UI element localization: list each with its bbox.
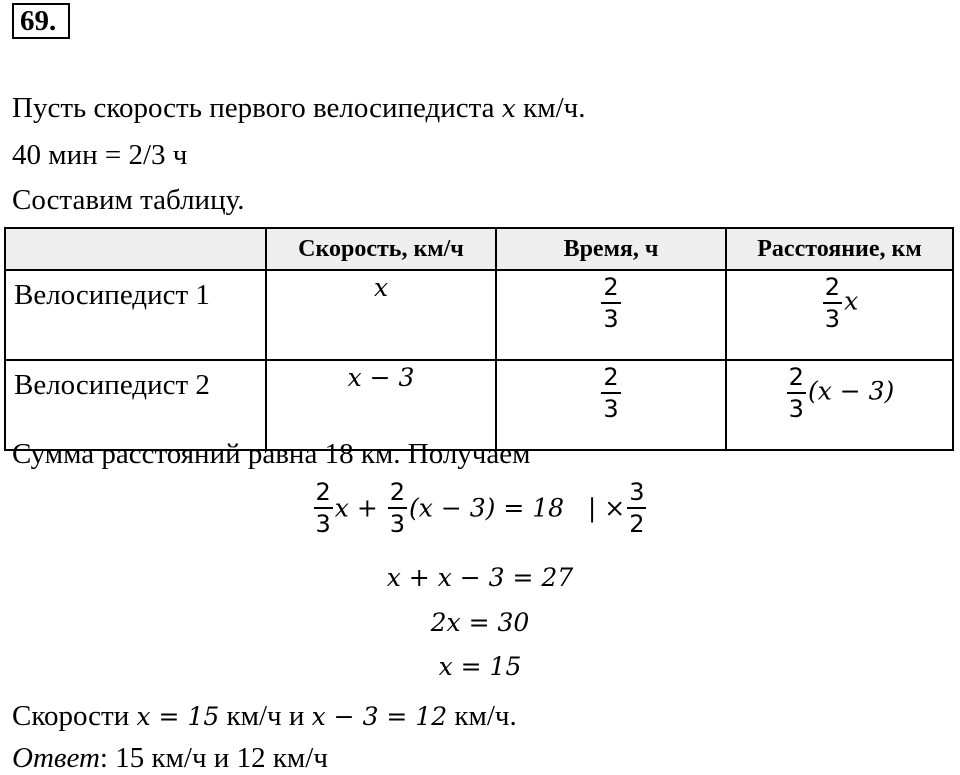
distance-numerator: 2 [787,365,806,394]
eq1-fraction-3-den: 2 [629,510,645,538]
distance-fraction [823,275,842,331]
time-numerator: 2 [601,275,620,304]
eq1-fraction-2-num: 2 [388,480,407,509]
speed-cell [266,360,496,450]
intro-text-a: Пусть скорость первого велосипедиста [12,92,502,124]
equation-3: 2x = 30 [430,608,530,637]
time-numerator: 2 [601,365,620,394]
header-speed: Скорость, км/ч [266,228,496,270]
speed-cell [266,270,496,360]
header-time: Время, ч [496,228,726,270]
distance-cell [726,270,953,360]
task-number: 69. [12,3,70,39]
eq1-fraction-1 [314,480,333,536]
time-fraction [601,275,620,331]
distance-fraction [787,365,806,421]
intro-line [12,92,586,125]
distance-numerator: 2 [823,275,842,304]
eq1-fraction-2-den: 3 [389,510,406,538]
distance-denominator: 3 [788,395,804,423]
eq1-middle-1: x + [334,493,386,523]
time-cell [496,360,726,450]
row-label: Велосипедист 1 [5,270,266,360]
eq1-middle-2: (x − 3) = 18 | × [409,493,626,523]
time-fraction [601,365,620,421]
answer-text: : 15 км/ч и 12 км/ч [99,742,328,774]
speeds-equation-2: x − 3 = 12 [311,702,448,731]
equation-1 [0,480,960,536]
table-header-row [5,228,953,270]
equation-2: x + x − 3 = 27 [386,563,574,592]
table-intro-line: Составим таблицу. [12,184,245,216]
speed-value: x [373,273,389,302]
time-conversion-line: 40 мин = 2/3 ч [12,139,188,171]
equation-4: x = 15 [438,652,522,681]
speed-value: x − 3 [347,363,415,392]
eq1-fraction-2 [388,480,407,536]
speeds-line [12,700,517,733]
answer-label: Ответ [12,742,100,774]
header-empty [5,228,266,270]
speeds-text-a: Скорости [12,700,137,732]
row-label: Велосипедист 2 [5,360,266,450]
distance-tail: x [844,286,859,316]
data-table [4,227,954,451]
speeds-equation-1: x = 15 [136,702,220,731]
intro-text-b: км/ч. [515,92,586,124]
speeds-text-c: км/ч. [447,700,517,732]
eq1-fraction-1-num: 2 [314,480,333,509]
header-distance: Расстояние, км [726,228,953,270]
distance-cell [726,360,953,450]
distance-denominator: 3 [824,305,841,333]
eq1-fraction-3 [627,480,646,536]
speeds-text-b: км/ч и [219,700,312,732]
intro-variable: x [501,94,516,123]
time-denominator: 3 [603,395,619,423]
time-cell [496,270,726,360]
eq1-fraction-3-num: 3 [627,480,646,509]
distance-tail: (x − 3) [807,376,895,406]
answer-line [12,742,328,775]
sum-line: Сумма расстояний равна 18 км. Получаем [12,438,531,470]
time-denominator: 3 [603,305,619,333]
eq1-fraction-1-den: 3 [315,510,331,538]
table-row [5,360,953,450]
table-row [5,270,953,360]
